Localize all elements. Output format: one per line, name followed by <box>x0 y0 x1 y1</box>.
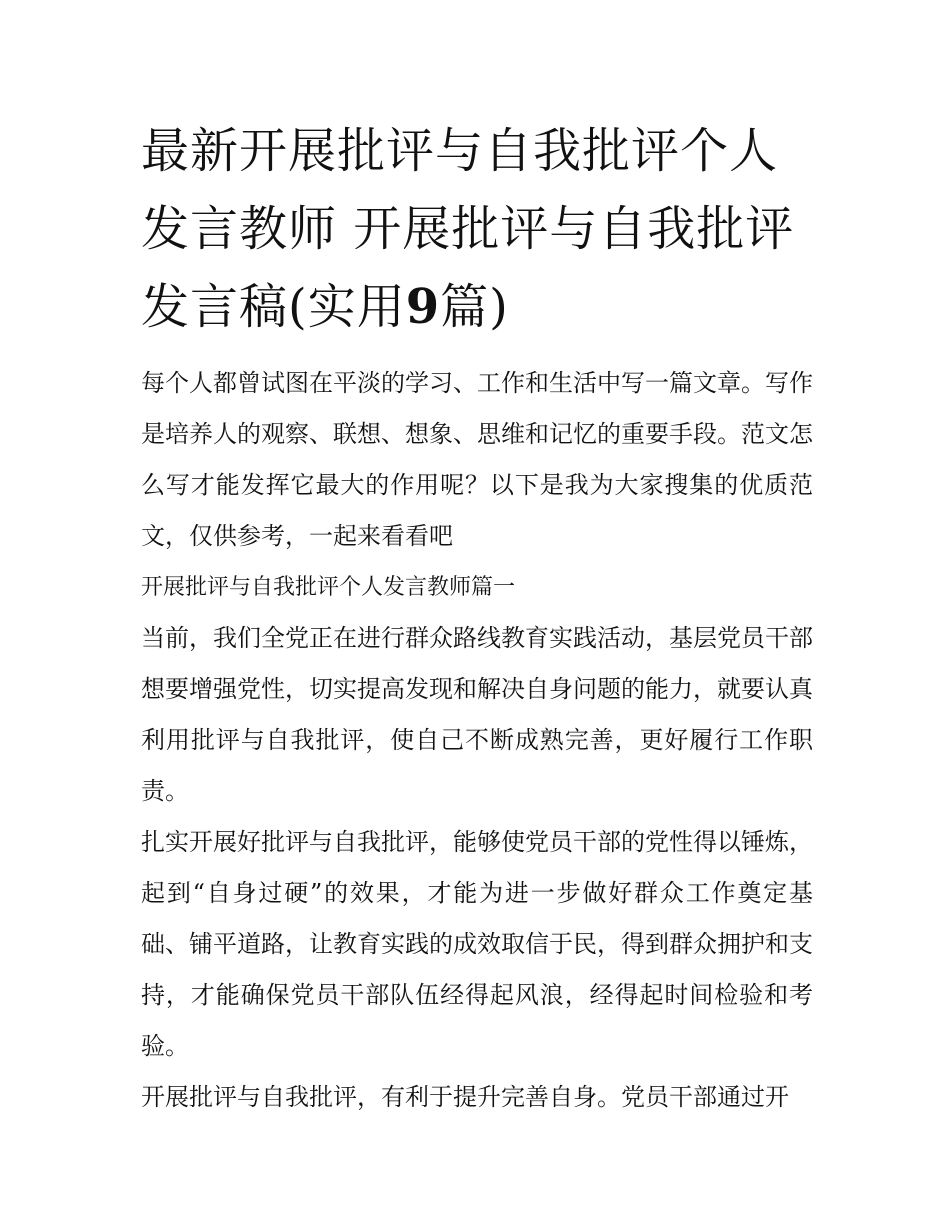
document-title <box>141 112 813 346</box>
title-line-3-number: 9 <box>405 279 441 335</box>
intro-paragraph: 每个人都曾试图在平淡的学习、工作和生活中写一篇文章。写作是培养人的观察、联想、想象、思维和记忆的重要手段。范文怎么写才能发挥它最大的作用呢？以下是我为大家搜集的优质范文，仅供参考，一起来看看吧 <box>141 369 813 550</box>
title-line-3-suffix: 篇) <box>440 279 509 335</box>
body-paragraph-2: 扎实开展好批评与自我批评，能够使党员干部的党性得以锤炼，起到“自身过硬”的效果，才能为进一步做好群众工作奠定基础、铺平道路，让教育实践的成效取信于民，得到群众拥护和支持，才能确保党员干部队伍经得起风浪，经得起时间检验和考验。 <box>141 828 813 1060</box>
title-line-3-prefix: 发言稿(实用 <box>141 279 406 335</box>
section-heading: 开展批评与自我批评个人发言教师篇一 <box>141 575 516 600</box>
document-content <box>141 112 813 1123</box>
body-paragraph-1: 当前，我们全党正在进行群众路线教育实践活动，基层党员干部想要增强党性，切实提高发现和解决自身问题的能力，就要认真利用批评与自我批评，使自己不断成熟完善，更好履行工作职责。 <box>141 624 813 805</box>
title-line-2: 发言教师 开展批评与自我批评 <box>141 201 795 257</box>
title-line-1: 最新开展批评与自我批评个人 <box>141 123 779 179</box>
body-paragraph-3: 开展批评与自我批评，有利于提升完善自身。党员干部通过开 <box>141 1083 789 1111</box>
